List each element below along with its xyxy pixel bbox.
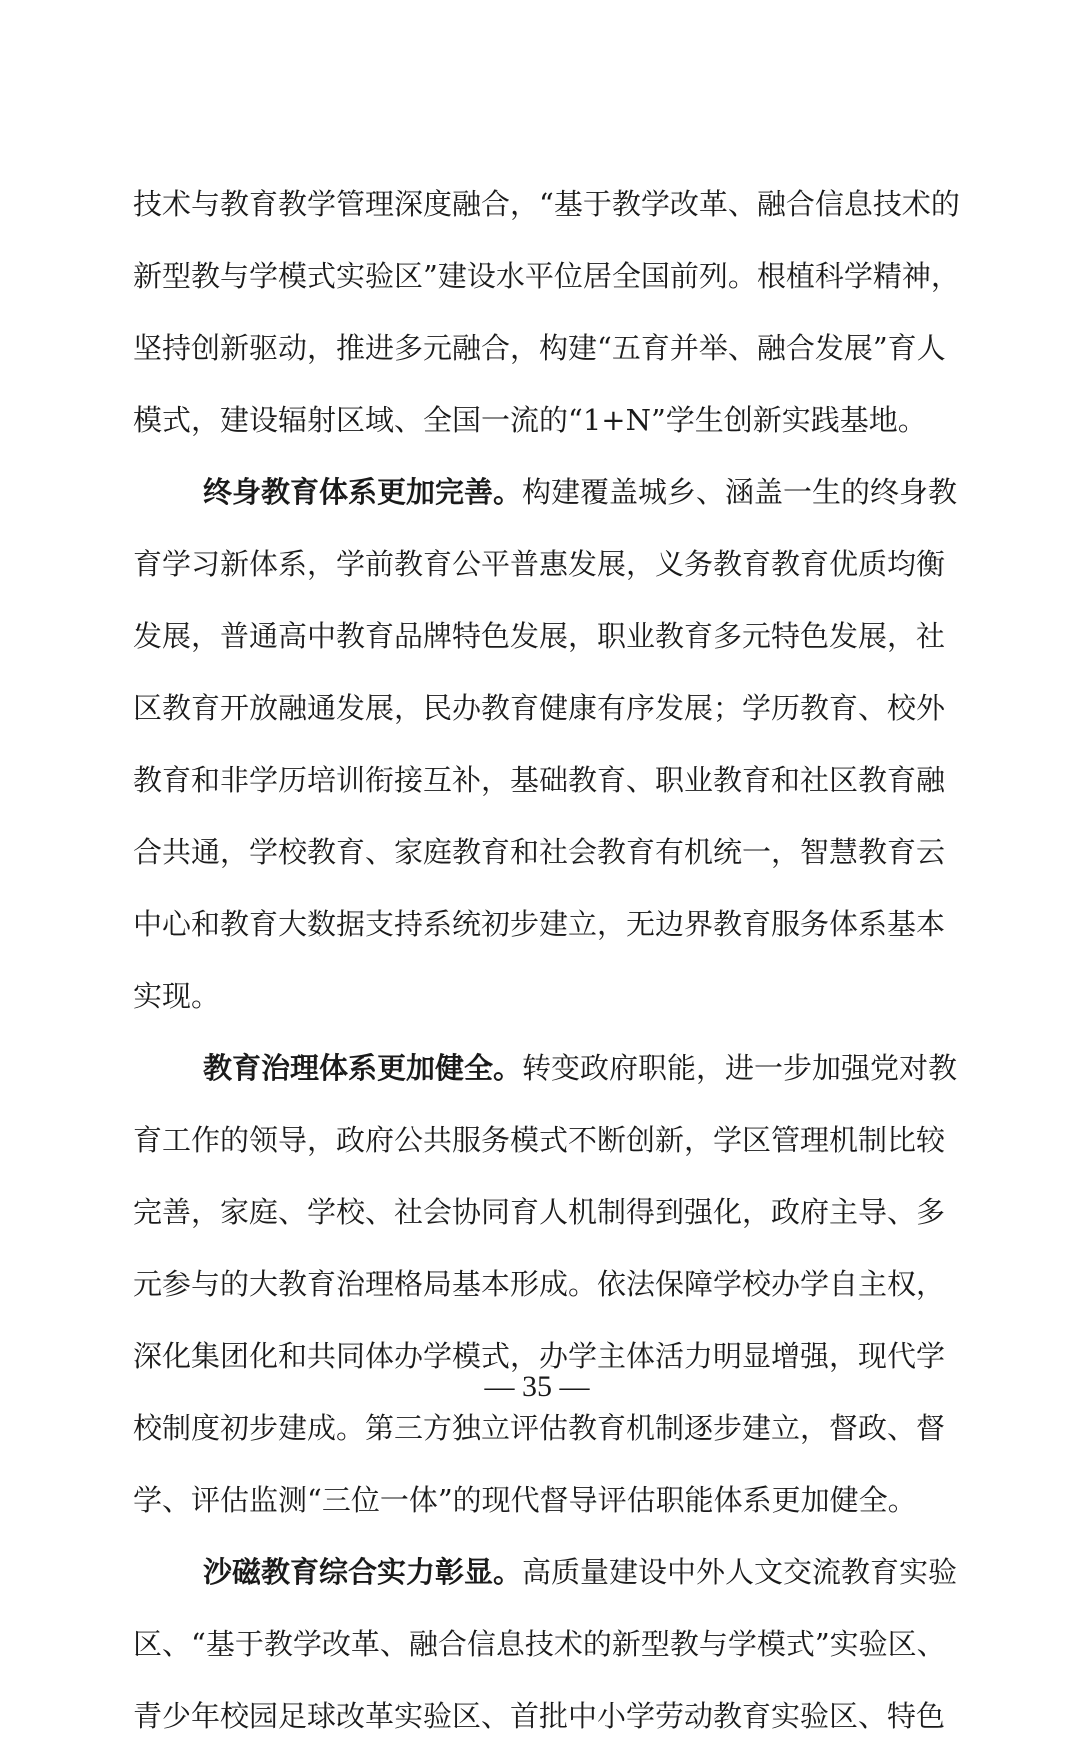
text-line: 深化集团化和共同体办学模式，办学主体活力明显增强，现代学 (133, 1339, 946, 1373)
text-line: 模式，建设辐射区域、全国一流的“1+N”学生创新实践基地。 (133, 403, 927, 437)
paragraph-2 (133, 456, 958, 1032)
paragraph-1 (133, 168, 960, 456)
text-line: 元参与的大教育治理格局基本形成。依法保障学校办学自主权， (133, 1267, 946, 1301)
text-line: 完善，家庭、学校、社会协同育人机制得到强化，政府主导、多 (133, 1195, 946, 1229)
text-line: 区、“基于教学改革、融合信息技术的新型教与学模式”实验区、 (133, 1627, 946, 1661)
text-line: 区教育开放融通发展，民办教育健康有序发展；学历教育、校外 (133, 691, 946, 725)
text-line: 坚持创新驱动，推进多元融合，构建“五育并举、融合发展”育人 (133, 331, 946, 365)
text-line: 新型教与学模式实验区”建设水平位居全国前列。根植科学精神， (133, 259, 960, 293)
text-run: 转变政府职能，进一步加强党对教 (522, 1051, 958, 1085)
text-line: 发展，普通高中教育品牌特色发展，职业教育多元特色发展，社 (133, 619, 946, 653)
text-run: 构建覆盖城乡、涵盖一生的终身教 (522, 475, 958, 509)
text-line: 中心和教育大数据支持系统初步建立，无边界教育服务体系基本 (133, 907, 946, 941)
paragraph-3 (133, 1032, 958, 1536)
text-line: 学、评估监测“三位一体”的现代督导评估职能体系更加健全。 (133, 1483, 917, 1517)
text-line (133, 1536, 958, 1608)
text-line: 合共通，学校教育、家庭教育和社会教育有机统一，智慧教育云 (133, 835, 946, 869)
text-line: 技术与教育教学管理深度融合，“基于教学改革、融合信息技术的 (133, 187, 960, 221)
paragraph-heading: 教育治理体系更加健全。 (203, 1051, 523, 1085)
text-line: 校制度初步建成。第三方独立评估教育机制逐步建立，督政、督 (133, 1411, 946, 1445)
page-number: — 35 — (484, 1370, 590, 1403)
paragraph-heading: 终身教育体系更加完善。 (203, 475, 523, 509)
text-line (133, 456, 958, 528)
text-line: 育学习新体系，学前教育公平普惠发展，义务教育教育优质均衡 (133, 547, 946, 581)
text-line: 实现。 (133, 979, 221, 1013)
body-text (133, 168, 960, 1752)
text-run: 高质量建设中外人文交流教育实验 (522, 1555, 958, 1589)
text-line: 育工作的领导，政府公共服务模式不断创新，学区管理机制比较 (133, 1123, 946, 1157)
paragraph-heading: 沙磁教育综合实力彰显。 (203, 1555, 523, 1589)
text-line (133, 1032, 958, 1104)
text-line: 教育和非学历培训衔接互补，基础教育、职业教育和社区教育融 (133, 763, 946, 797)
paragraph-4 (133, 1536, 958, 1752)
text-line: 青少年校园足球改革实验区、首批中小学劳动教育实验区、特色 (133, 1699, 946, 1733)
